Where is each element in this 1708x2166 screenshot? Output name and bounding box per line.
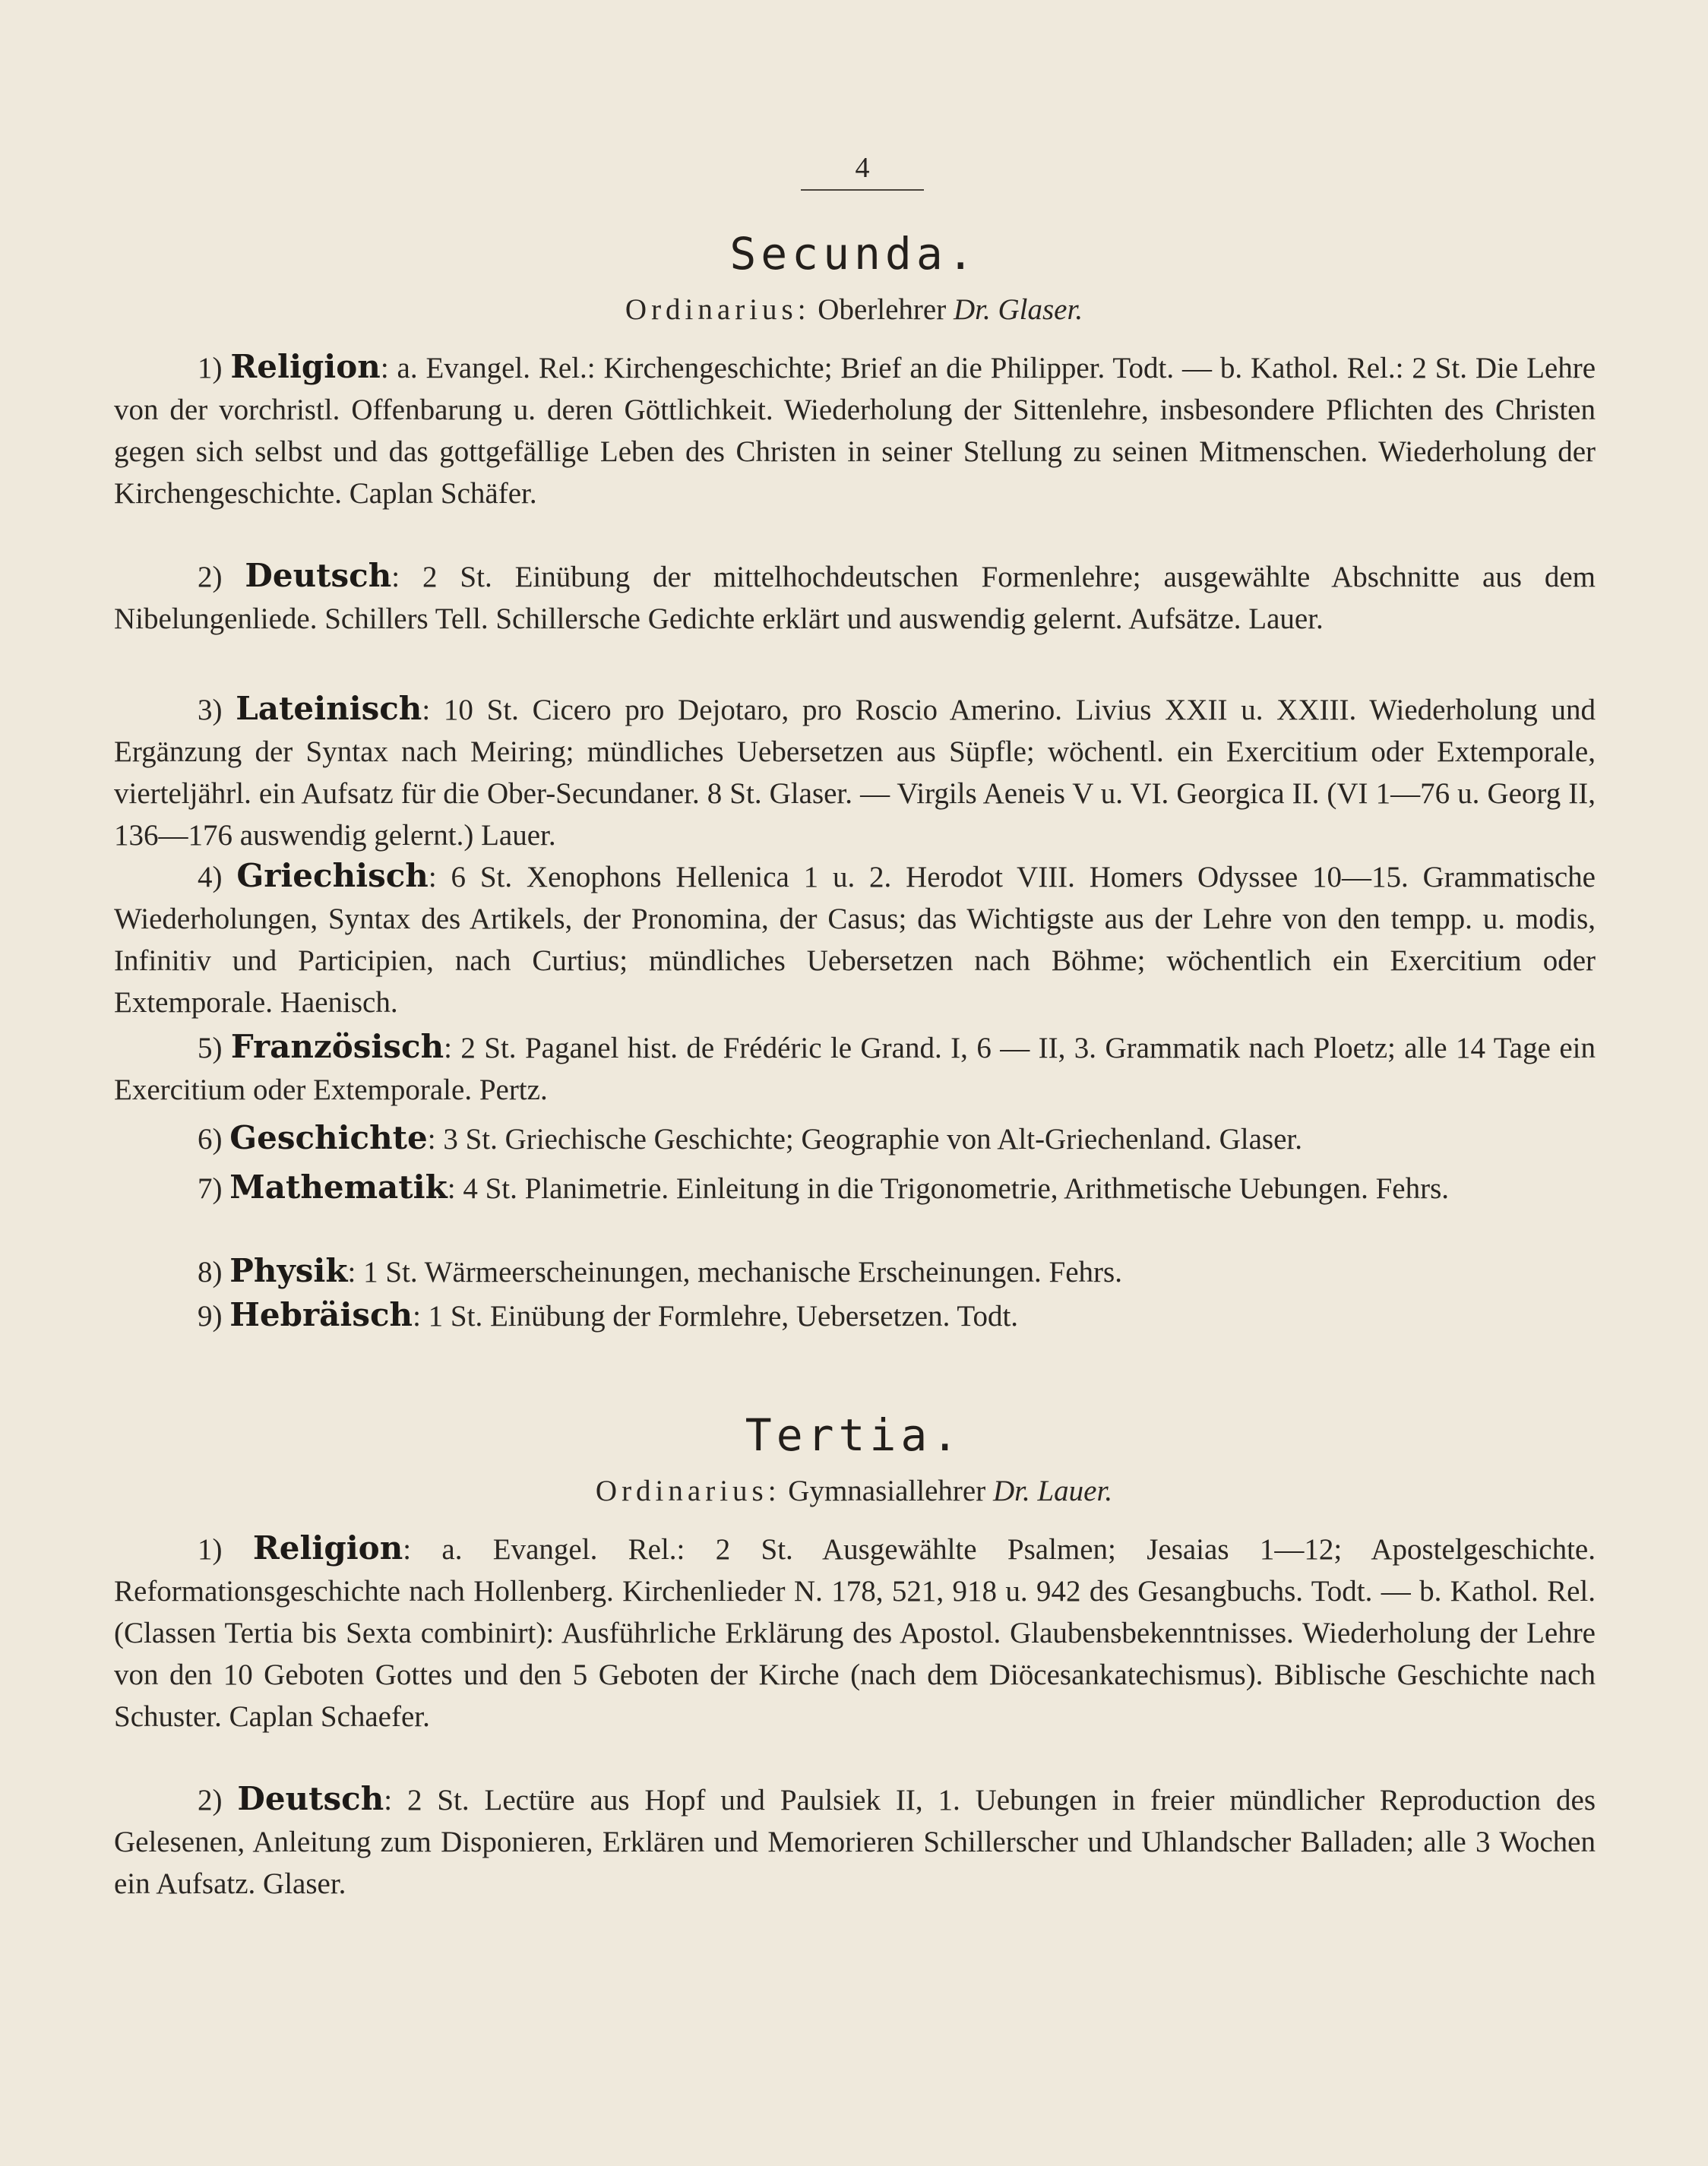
secunda-item-physik bbox=[114, 1250, 1596, 1293]
ordinarius-label: Ordinarius: bbox=[595, 1475, 781, 1507]
item-number: 6) bbox=[198, 1123, 223, 1156]
item-text: : a. Evangel. Rel.: Kirchengeschichte; Brief an die Philipper. Todt. — b. Kathol. Rel.: 2 St. Die Lehre von der vorchristl. Offenbarung u. deren Göttlichkeit. Wiederholung der Sittenlehre, insbesondere Pflichten des Christen gegen sich selbst und das gottgefällige Leben des Christen in seiner Stellung zu seinen Mitmenschen. Wiederholung der Kirchengeschichte. Caplan Schäfer. bbox=[114, 352, 1596, 510]
item-text: : a. Evangel. Rel.: 2 St. Ausgewählte Psalmen; Jesaias 1—12; Apostelgeschichte. Reformationsgeschichte nach Hollenberg. Kirchenlieder N. 178, 521, 918 u. 942 des Gesangbuchs. Todt. — b. Kathol. Rel. (Classen Tertia bis Sexta combinirt): Ausführliche Erklärung des Apostol. Glaubensbekenntnisses. Wiederholung der Lehre von den 10 Geboten Gottes und den 5 Geboten der Kirche (nach dem Diöcesankatechismus). Biblische Geschichte nach Schuster. Caplan Schaefer. bbox=[114, 1533, 1596, 1733]
item-text: : 1 St. Einübung der Formlehre, Uebersetzen. Todt. bbox=[413, 1300, 1019, 1333]
item-number: 7) bbox=[198, 1172, 223, 1205]
item-text: : 3 St. Griechische Geschichte; Geographie von Alt-Griechenland. Glaser. bbox=[427, 1123, 1303, 1156]
section-title-secunda: Secunda. bbox=[729, 228, 979, 280]
subject-name: Lateinisch bbox=[236, 690, 422, 727]
page-number: 4 bbox=[855, 152, 870, 184]
secunda-item-mathematik bbox=[114, 1166, 1596, 1209]
subject-name: Religion bbox=[252, 1529, 403, 1567]
secunda-item-religion bbox=[114, 346, 1596, 514]
secunda-item-deutsch bbox=[114, 555, 1596, 640]
item-number: 1) bbox=[198, 352, 223, 384]
item-number: 2) bbox=[198, 1784, 223, 1817]
item-text: : 10 St. Cicero pro Dejotaro, pro Roscio Amerino. Livius XXII u. XXIII. Wiederholung und Ergänzung der Syntax nach Meiring; mündliches Uebersetzen aus Süpfle; wöchentl. ein Exercitium oder Extemporale, vierteljährl. ein Aufsatz für die Ober-Secundaner. 8 St. Glaser. — Virgils Aeneis V u. VI. Georgica II. (VI 1—76 u. Georg II, 136—176 auswendig gelernt.) Lauer. bbox=[114, 694, 1596, 852]
secunda-item-griechisch bbox=[114, 855, 1596, 1023]
secunda-item-geschichte bbox=[114, 1117, 1596, 1160]
item-number: 9) bbox=[198, 1300, 223, 1333]
item-text: : 1 St. Wärmeerscheinungen, mechanische Erscheinungen. Fehrs. bbox=[347, 1256, 1122, 1289]
secunda-item-lateinisch bbox=[114, 688, 1596, 856]
tertia-item-deutsch bbox=[114, 1778, 1596, 1905]
section-title-tertia: Tertia. bbox=[745, 1409, 963, 1461]
item-text: : 2 St. Paganel hist. de Frédéric le Grand. I, 6 — II, 3. Grammatik nach Ploetz; alle 14 Tage ein Exercitium oder Extemporale. Pertz. bbox=[114, 1032, 1596, 1106]
tertia-item-religion bbox=[114, 1527, 1596, 1738]
item-number: 1) bbox=[198, 1533, 223, 1566]
item-text: : 6 St. Xenophons Hellenica 1 u. 2. Herodot VIII. Homers Odyssee 10—15. Grammatische Wiederholungen, Syntax des Artikels, der Pronomina, der Casus; das Wichtigste aus der Lehre von den tempp. u. modis, Infinitiv und Participien, nach Curtius; mündliches Uebersetzen nach Böhme; wöchentlich ein Exercitium oder Extemporale. Haenisch. bbox=[114, 861, 1596, 1019]
page-number-rule bbox=[801, 189, 924, 191]
item-number: 2) bbox=[198, 561, 223, 593]
item-text: : 2 St. Lectüre aus Hopf und Paulsiek II, 1. Uebungen in freier mündlicher Reproduction des Gelesenen, Anleitung zum Disponieren, Erklären und Memorieren Schillerscher und Uhlandscher Balladen; alle 3 Wochen ein Aufsatz. Glaser. bbox=[114, 1784, 1596, 1900]
subject-name: Deutsch bbox=[237, 1780, 384, 1817]
item-number: 5) bbox=[198, 1032, 223, 1064]
subject-name: Griechisch bbox=[236, 857, 429, 894]
ordinarius-secunda bbox=[0, 292, 1708, 327]
subject-name: Französisch bbox=[230, 1028, 444, 1065]
subject-name: Hebräisch bbox=[229, 1296, 413, 1333]
item-number: 8) bbox=[198, 1256, 223, 1289]
item-text: : 2 St. Einübung der mittelhochdeutschen Formenlehre; ausgewählte Abschnitte aus dem Nibelungenliede. Schillers Tell. Schillersche Gedichte erklärt und auswendig gelernt. Aufsätze. Lauer. bbox=[114, 561, 1596, 635]
subject-name: Mathematik bbox=[229, 1168, 448, 1206]
ordinarius-name: Dr. Glaser. bbox=[953, 293, 1083, 326]
ordinarius-name: Dr. Lauer. bbox=[992, 1475, 1113, 1507]
secunda-item-hebraeisch bbox=[114, 1294, 1596, 1337]
subject-name: Religion bbox=[230, 348, 381, 385]
subject-name: Deutsch bbox=[245, 557, 392, 594]
ordinarius-role: Gymnasiallehrer bbox=[788, 1475, 986, 1507]
subject-name: Geschichte bbox=[229, 1119, 428, 1156]
item-number: 3) bbox=[198, 694, 223, 726]
ordinarius-role: Oberlehrer bbox=[818, 293, 947, 326]
ordinarius-tertia bbox=[0, 1474, 1708, 1508]
item-number: 4) bbox=[198, 861, 223, 893]
secunda-item-franzoesisch bbox=[114, 1026, 1596, 1111]
ordinarius-label: Ordinarius: bbox=[625, 293, 811, 326]
item-text: : 4 St. Planimetrie. Einleitung in die Trigonometrie, Arithmetische Uebungen. Fehrs. bbox=[447, 1172, 1450, 1205]
subject-name: Physik bbox=[229, 1252, 348, 1289]
